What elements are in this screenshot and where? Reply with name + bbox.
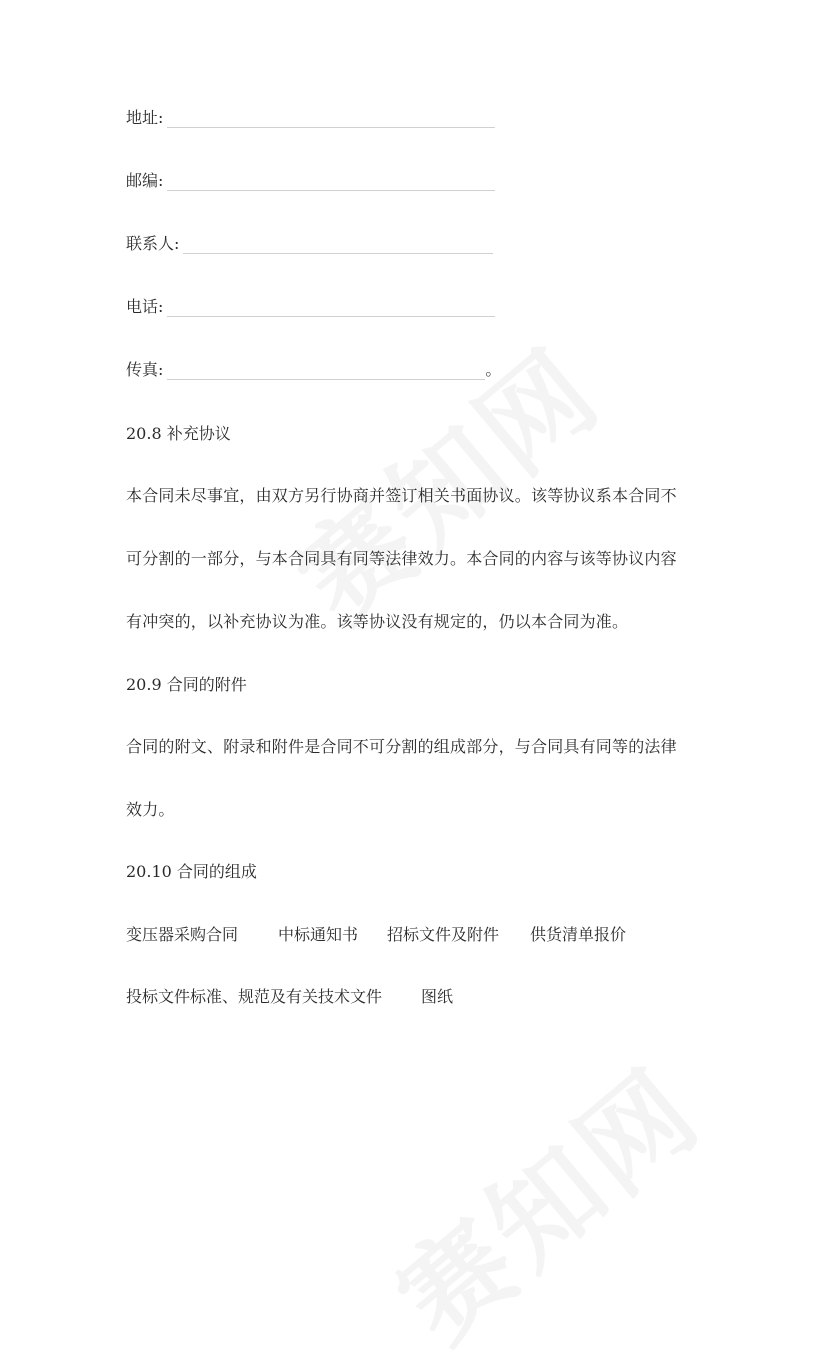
section-20-8-line: 有冲突的，以补充协议为准。该等协议没有规定的，仍以本合同为准。 <box>126 612 629 631</box>
section-20-9-heading: 20.9 合同的附件 <box>126 675 247 694</box>
section-20-10-heading: 20.10 合同的组成 <box>126 862 257 881</box>
section-20-8-line: 本合同未尽事宜，由双方另行协商并签订相关书面协议。该等协议系本合同不 <box>126 486 677 505</box>
composition-item: 中标通知书 <box>278 925 359 944</box>
fax-suffix: 。 <box>485 360 502 379</box>
address-blank <box>167 109 495 128</box>
postcode-label: 邮编: <box>126 171 164 190</box>
watermark-bottom <box>360 1027 728 1371</box>
composition-item: 招标文件及附件 <box>387 925 500 944</box>
fax-field <box>126 360 501 380</box>
phone-blank <box>167 298 495 317</box>
contact-person-field <box>126 234 493 254</box>
section-20-8-heading: 20.8 补充协议 <box>126 424 231 443</box>
composition-item: 投标文件标准、规范及有关技术文件 <box>126 987 383 1006</box>
postcode-field <box>126 171 495 191</box>
postcode-blank <box>167 172 495 191</box>
address-label: 地址: <box>126 108 164 127</box>
composition-item: 变压器采购合同 <box>126 925 239 944</box>
section-20-9-line: 效力。 <box>126 800 175 819</box>
phone-label: 电话: <box>126 297 164 316</box>
phone-field <box>126 297 495 317</box>
composition-item: 供货清单报价 <box>530 925 627 944</box>
fax-label: 传真: <box>126 360 164 379</box>
watermark <box>260 307 628 652</box>
contact-person-blank <box>183 235 493 254</box>
section-20-9-line: 合同的附文、附录和附件是合同不可分割的组成部分，与合同具有同等的法律 <box>126 737 677 756</box>
contact-person-label: 联系人: <box>126 234 180 253</box>
composition-item: 图纸 <box>421 987 454 1006</box>
fax-blank <box>167 361 485 380</box>
section-20-8-line: 可分割的一部分，与本合同具有同等法律效力。本合同的内容与该等协议内容 <box>126 549 677 568</box>
address-field <box>126 108 495 128</box>
